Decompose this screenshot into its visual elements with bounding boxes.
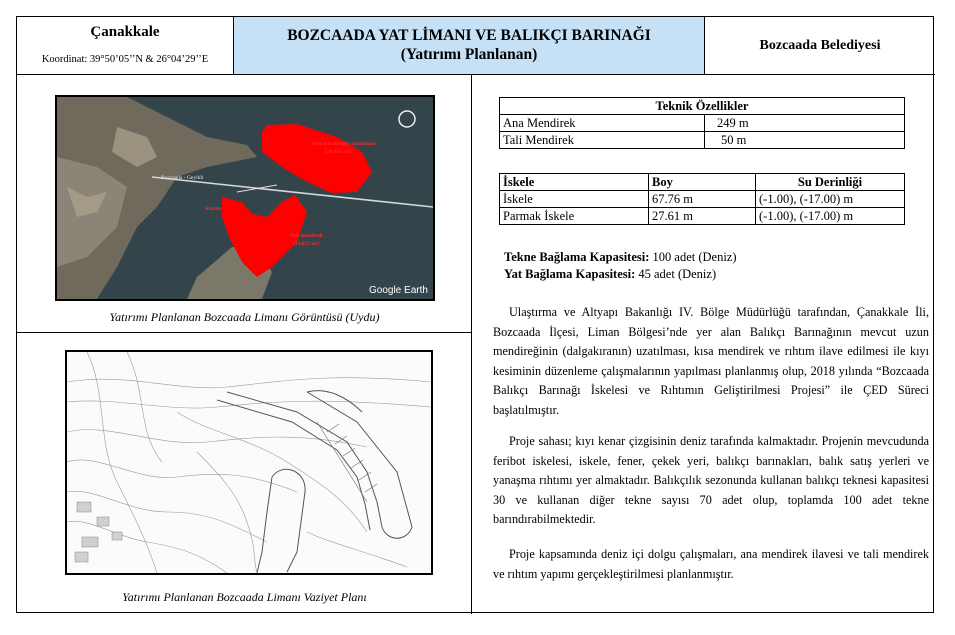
table-header: İskele bbox=[500, 174, 649, 191]
pier-table bbox=[499, 173, 905, 225]
paragraph-3: Proje kapsamında deniz içi dolgu çalışmaları, ana mendirek ilavesi ve tali mendirek ve rıhtım yapımı gerçekleştirilmesi planlanmıştır. bbox=[493, 547, 929, 581]
label-ana: Ana mendireğin uzatılması bbox=[312, 141, 376, 147]
table-cell: Ana Mendirek bbox=[500, 115, 705, 132]
technical-table-title: Teknik Özellikler bbox=[500, 98, 905, 115]
table-header: Boy bbox=[649, 174, 756, 191]
header-title bbox=[234, 17, 705, 75]
table-row bbox=[500, 132, 905, 149]
table-row bbox=[500, 115, 905, 132]
table-cell: (-1.00), (-17.00) m bbox=[756, 191, 905, 208]
paragraph-1: Ulaştırma ve Altyapı Bakanlığı IV. Bölge Müdürlüğü tarafından, Çanakkale İli, Bozcaada İlçesi, Liman Bölgesi’nde yer alan Balıkçı Barınağının mevcut uzun mendireğinin (dalgakıranın) uzatılması, kısa mendirek ve rıhtım ilave edilmesi ile kıyı kesiminin düzenleme çalışmalarının yapılması planlanmış olup, 2018 yılında “Bozcaada Balıkçı Barınağı İskelesi ve Rıhtımın Geliştirilmesi Projesi” ile ÇED Süreci başlatılmıştır. bbox=[493, 305, 929, 417]
yacht-capacity-label: Yat Bağlama Kapasitesi: bbox=[504, 267, 636, 281]
table-row bbox=[500, 208, 905, 225]
boat-capacity-label: Tekne Bağlama Kapasitesi: bbox=[504, 250, 650, 264]
label-tali-area: (33.852 m²) bbox=[293, 241, 320, 247]
table-row bbox=[500, 191, 905, 208]
divider bbox=[17, 332, 472, 333]
images-column bbox=[17, 75, 472, 614]
yacht-capacity-value: 45 adet (Deniz) bbox=[638, 267, 717, 281]
info-column bbox=[472, 75, 935, 614]
owner-name: Bozcaada Belediyesi bbox=[705, 17, 935, 75]
header-location bbox=[17, 17, 234, 75]
capacity-block bbox=[504, 249, 737, 283]
document-frame bbox=[16, 16, 934, 613]
table-cell: Tali Mendirek bbox=[500, 132, 705, 149]
page-title: BOZCAADA YAT LİMANI VE BALIKÇI BARINAĞI bbox=[287, 27, 651, 44]
satellite-image bbox=[55, 95, 435, 301]
coordinate-text: Koordinat: 39°50’05’’N & 26°04’29’’E bbox=[41, 54, 209, 65]
table-cell: 249 m bbox=[705, 115, 905, 132]
site-plan-image bbox=[65, 350, 433, 575]
site-plan-caption: Yatırımı Planlanan Bozcaada Limanı Vaziyet Planı bbox=[122, 590, 367, 604]
boat-capacity-value: 100 adet (Deniz) bbox=[652, 250, 737, 264]
watermark: Google Earth bbox=[369, 285, 428, 296]
label-road: Bozcaada - Geyikli bbox=[161, 175, 204, 181]
label-ana-area: (20.456 m²) bbox=[325, 149, 352, 155]
city-name: Çanakkale bbox=[90, 24, 160, 40]
table-cell: Parmak İskele bbox=[500, 208, 649, 225]
table-cell: İskele bbox=[500, 191, 649, 208]
table-cell: 50 m bbox=[705, 132, 905, 149]
satellite-caption: Yatırımı Planlanan Bozcaada Limanı Görüntüsü (Uydu) bbox=[109, 310, 380, 324]
site-plan-svg bbox=[67, 352, 431, 573]
table-header: Su Derinliği bbox=[756, 174, 905, 191]
table-cell: 27.61 m bbox=[649, 208, 756, 225]
label-tali: Tali mendirek bbox=[290, 233, 323, 239]
technical-table bbox=[499, 97, 905, 149]
table-cell: (-1.00), (-17.00) m bbox=[756, 208, 905, 225]
paragraph-2: Proje sahası; kıyı kenar çizgisinin deniz tarafında kalmaktadır. Projenin mevcudunda feribot iskelesi, iskele, fener, çekek yeri, balıkçı barınakları, balık satış yerleri ve yanaşma rıhtımı yer almaktadır. Balıkçılık sezonunda kullanan balıkçı teknesi kapasitesi 30 ve kullanan diğer tekne sayısı 70 adet olup, toplamda 100 adet tekne barındırabilmektedir. bbox=[493, 434, 929, 526]
satellite-svg bbox=[57, 97, 433, 299]
page-subtitle: (Yatırımı Planlanan) bbox=[400, 46, 538, 63]
table-cell: 67.76 m bbox=[649, 191, 756, 208]
label-rihtim: Rıhtım bbox=[205, 206, 222, 212]
